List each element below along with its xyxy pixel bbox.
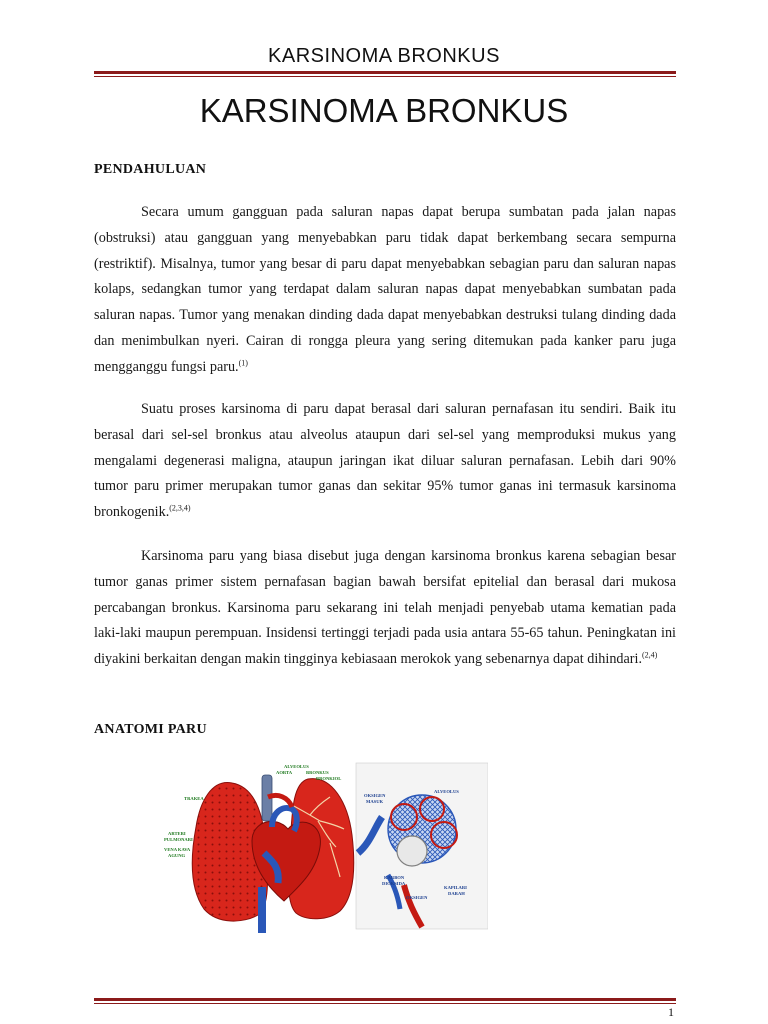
citation: (1) xyxy=(238,358,248,368)
svg-text:AORTA: AORTA xyxy=(276,770,293,775)
lung-anatomy-figure xyxy=(160,757,488,935)
page-number: 1 xyxy=(668,1005,674,1019)
svg-text:TRAKEA: TRAKEA xyxy=(184,796,204,801)
section-heading-anatomi-paru: ANATOMI PARU xyxy=(94,722,207,737)
svg-text:OKSIGEN: OKSIGEN xyxy=(364,793,386,798)
running-header: KARSINOMA BRONKUS xyxy=(268,45,500,67)
svg-text:DARAH: DARAH xyxy=(448,891,465,896)
footer-rule xyxy=(94,998,676,1004)
document-title: KARSINOMA BRONKUS xyxy=(199,92,569,129)
svg-text:ALVEOLUS: ALVEOLUS xyxy=(434,789,459,794)
svg-text:VENA KAVA: VENA KAVA xyxy=(164,847,191,852)
svg-text:PULMONARI: PULMONARI xyxy=(164,837,193,842)
svg-text:MASUK: MASUK xyxy=(366,799,384,804)
svg-text:KARBON: KARBON xyxy=(384,875,405,880)
svg-text:AGUNG: AGUNG xyxy=(168,853,186,858)
paragraph-3: Karsinoma paru yang biasa disebut juga dengan karsinoma bronkus karena sebagian besar tumor ganas primer sistem pernafasan bagian bawah bersifat epitelial dan berasal dari mukosa percabangan bronkus. Karsinoma paru sekarang ini telah menjadi penyebab utama kematian pada laki-laki maupun perempuan. Insidensi tertinggi terjadi pada usia antara 55-65 tahun. Peningkatan ini diyakini berkaitan dengan makin tingginya kebiasaan merokok yang sebenarnya dapat dihindari.$^{(2,4)}$ xyxy=(94,548,676,668)
vena-cava-vessel xyxy=(258,887,266,933)
svg-text:DIOKSIDA: DIOKSIDA xyxy=(382,881,406,886)
svg-text:ALVEOLUS: ALVEOLUS xyxy=(284,764,309,769)
svg-text:OKSIGEN: OKSIGEN xyxy=(406,895,428,900)
header-rule xyxy=(94,71,676,77)
paragraph-2: Suatu proses karsinoma di paru dapat berasal dari saluran pernafasan itu sendiri. Baik itu berasal dari sel-sel bronkus atau alveolus ataupun dari sel-sel yang memproduksi mukus yang mengalami degenerasi maligna, ataupun jaringan ikat diluar saluran pernafasan. Lebih dari 90% tumor paru primer merupakan tumor ganas dan sekitar 95% tumor ganas ini termasuk karsinoma bronkogenik.$^{(2,3,4)}$ xyxy=(94,401,676,521)
svg-text:BRONKUS: BRONKUS xyxy=(306,770,329,775)
svg-text:BRONKIOL: BRONKIOL xyxy=(316,776,342,781)
svg-text:ARTERI: ARTERI xyxy=(168,831,186,836)
citation: (2,3,4) xyxy=(169,503,191,513)
paragraph-1: Secara umum gangguan pada saluran napas dapat berupa sumbatan pada jalan napas (obstruksi) atau gangguan yang menyebabkan paru tidak dapat berkembang secara sempurna (restriktif). Misalnya, tumor yang besar di paru dapat menyebabkan sebagian paru dan saluran napas kolaps, sedangkan tumor yang terdapat dalam saluran napas dapat menyebabkan sumbatan pada saluran napas. Tumor yang menakan dinding dada dapat menyebabkan destruksi tulang dinding dada dan menimbulkan nyeri. Cairan di rongga pleura yang sering ditemukan pada kanker paru juga mengganggu fungsi paru.$^{(1)}$ xyxy=(94,204,676,375)
section-heading-pendahuluan: PENDAHULUAN xyxy=(94,162,207,177)
svg-text:KAPILARI: KAPILARI xyxy=(444,885,467,890)
lung-anatomy-illustration xyxy=(160,757,488,935)
citation: (2,4) xyxy=(642,650,658,660)
